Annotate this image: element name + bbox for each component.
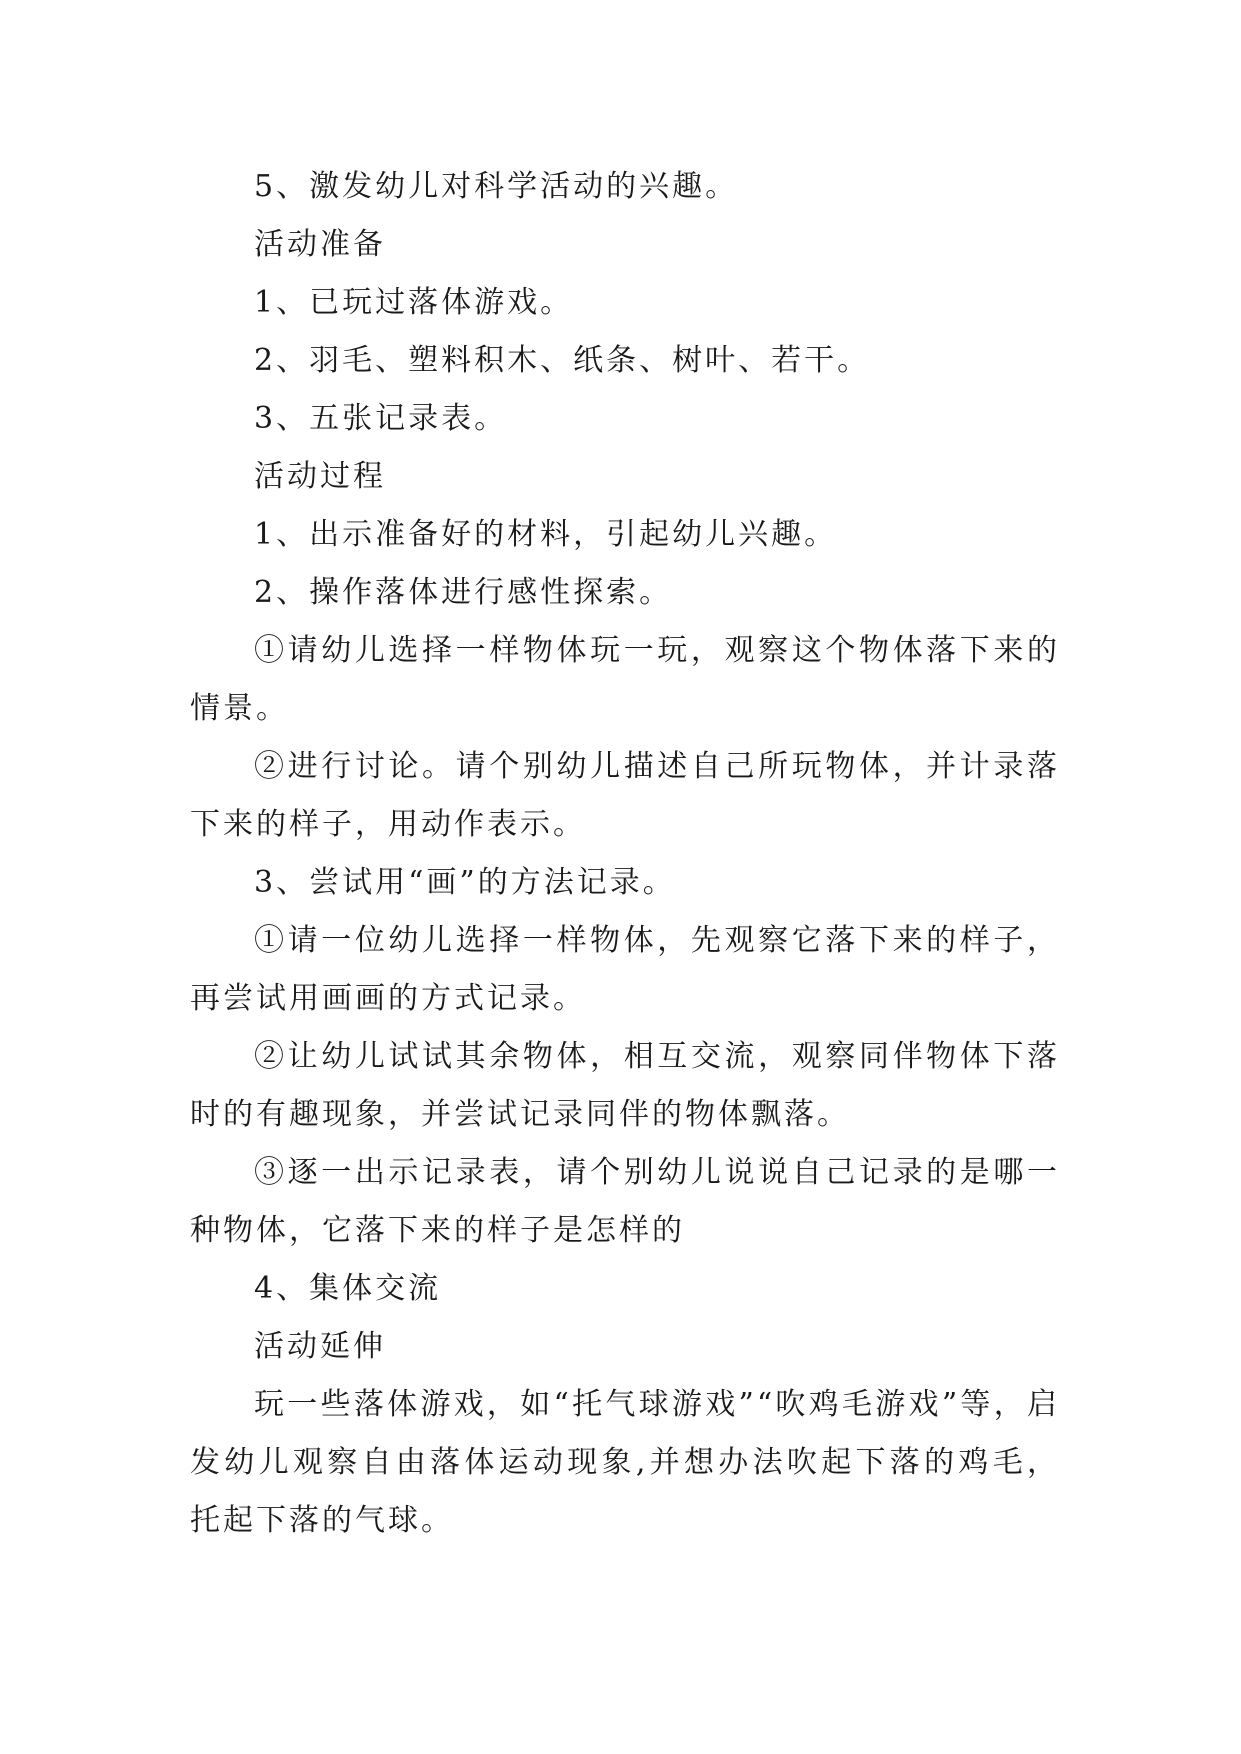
- heading-preparation: 活动准备: [254, 227, 386, 262]
- paragraph-process-3b: ②让幼儿试试其余物体，相互交流，观察同伴物体下落时的有趣现象，并尝试记录同伴的物体飘落。: [190, 1039, 1060, 1132]
- paragraph-process-3c: ③逐一出示记录表，请个别幼儿说说自己记录的是哪一种物体，它落下来的样子是怎样的: [190, 1155, 1060, 1248]
- paragraph-process-3a: ①请一位幼儿选择一样物体，先观察它落下来的样子，再尝试用画画的方式记录。: [190, 923, 1060, 1016]
- paragraph-process-1: 1、出示准备好的材料，引起幼儿兴趣。: [254, 517, 838, 552]
- document-body: [190, 158, 1060, 1550]
- heading-process: 活动过程: [254, 459, 386, 494]
- paragraph-process-2a: ①请幼儿选择一样物体玩一玩，观察这个物体落下来的情景。: [190, 633, 1060, 726]
- paragraph-prep-1: 1、已玩过落体游戏。: [254, 285, 574, 320]
- heading-extension: 活动延伸: [254, 1329, 386, 1364]
- paragraph-extension: 玩一些落体游戏，如“托气球游戏”“吹鸡毛游戏”等，启发幼儿观察自由落体运动现象,并想办法吹起下落的鸡毛，托起下落的气球。: [190, 1387, 1060, 1538]
- paragraph-goal-5: 5、激发幼儿对科学活动的兴趣。: [254, 169, 739, 204]
- paragraph-prep-3: 3、五张记录表。: [254, 401, 508, 436]
- paragraph-process-4: 4、集体交流: [254, 1271, 442, 1306]
- paragraph-process-2: 2、操作落体进行感性探索。: [254, 575, 673, 610]
- paragraph-process-2b: ②进行讨论。请个别幼儿描述自己所玩物体，并计录落下来的样子，用动作表示。: [190, 749, 1060, 842]
- paragraph-prep-2: 2、羽毛、塑料积木、纸条、树叶、若干。: [254, 343, 871, 378]
- paragraph-process-3: 3、尝试用“画”的方法记录。: [254, 865, 676, 900]
